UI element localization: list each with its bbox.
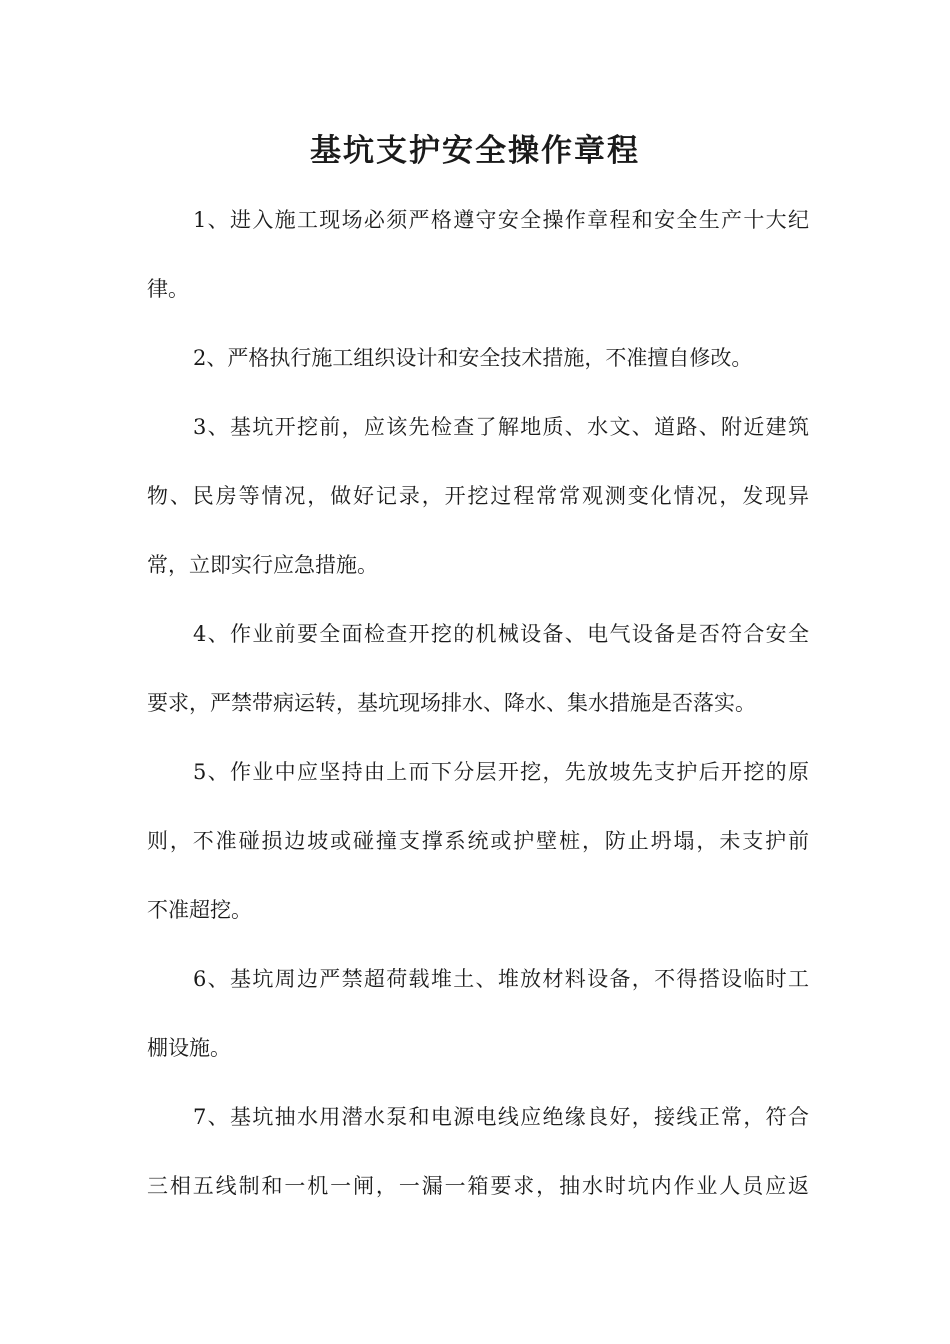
paragraph-7-line-1: 7、基坑抽水用潜水泵和电源电线应绝缘良好，接线正常，符合: [193, 1105, 809, 1129]
paragraph-1-line-1: 1、进入施工现场必须严格遵守安全操作章程和安全生产十大纪: [193, 208, 809, 232]
document-body: [147, 196, 809, 1231]
paragraph-6-line-2: 棚设施。: [147, 1036, 231, 1060]
paragraph-3-line-2: 物、民房等情况，做好记录，开挖过程常常观测变化情况，发现异: [147, 484, 809, 508]
paragraph-4-line-2: 要求，严禁带病运转，基坑现场排水、降水、集水措施是否落实。: [147, 691, 756, 715]
paragraph-3-line-3: 常，立即实行应急措施。: [147, 553, 378, 577]
paragraph-2-line-1: 2、严格执行施工组织设计和安全技术措施，不准擅自修改。: [193, 346, 753, 370]
paragraph-5-line-3: 不准超挖。: [147, 898, 252, 922]
paragraph-3-line-1: 3、基坑开挖前，应该先检查了解地质、水文、道路、附近建筑: [193, 415, 809, 439]
paragraph-1-line-2: 律。: [147, 277, 189, 301]
paragraph-5-line-1: 5、作业中应坚持由上而下分层开挖，先放坡先支护后开挖的原: [193, 760, 809, 784]
paragraph-6-line-1: 6、基坑周边严禁超荷载堆土、堆放材料设备，不得搭设临时工: [193, 967, 809, 991]
paragraph-7-line-2: 三相五线制和一机一闸，一漏一箱要求，抽水时坑内作业人员应返: [147, 1174, 809, 1198]
paragraph-5-line-2: 则，不准碰损边坡或碰撞支撑系统或护壁桩，防止坍塌，未支护前: [147, 829, 809, 853]
paragraph-4-line-1: 4、作业前要全面检查开挖的机械设备、电气设备是否符合安全: [193, 622, 809, 646]
document-title: 基坑支护安全操作章程: [310, 133, 640, 169]
